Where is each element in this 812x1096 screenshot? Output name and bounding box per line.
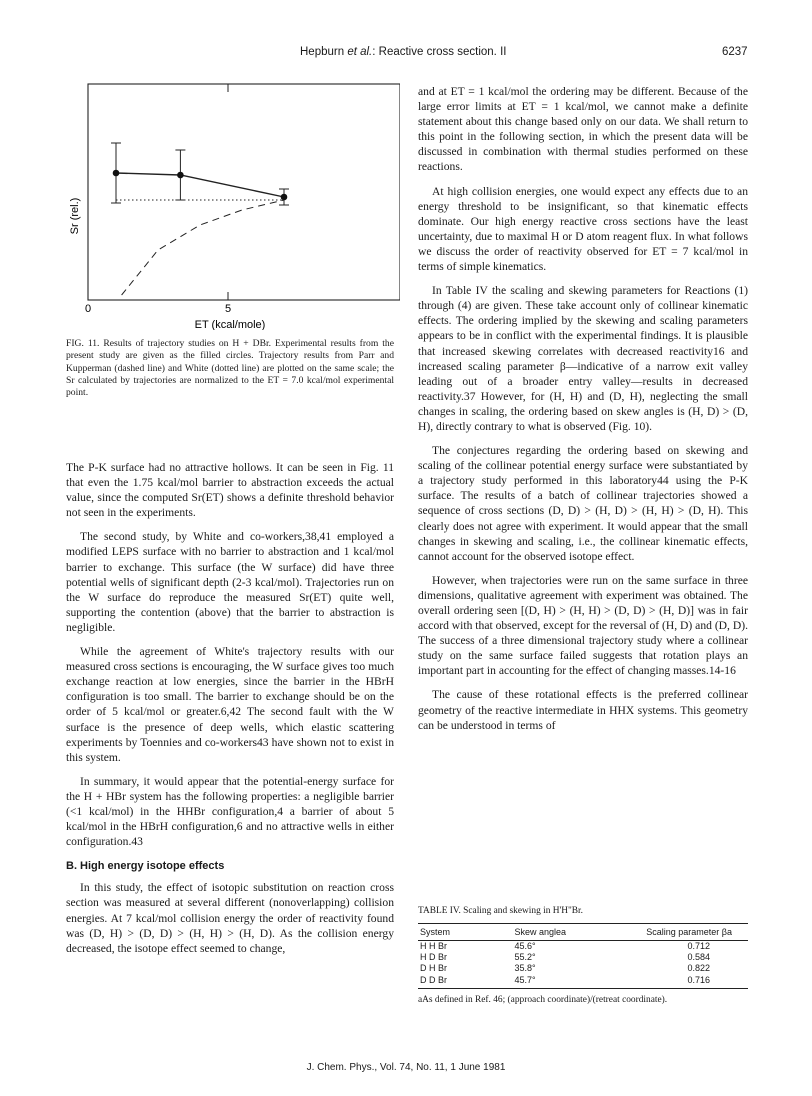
y-axis-label: Sr (rel.) [69,197,81,235]
paragraph: The cause of these rotational effects is the preferred collinear geometry of the reactive intermediate in HHX systems. This geometry can be understood in terms of [418,688,748,732]
table-cell: 35.8° [514,963,536,974]
x-tick-label-0: 0 [84,303,92,315]
paragraph: In summary, it would appear that the potential-energy surface for the H + HBr system has the following properties: a negligible barrier (<1 kcal/mol) in the HHBr configuration,4 a barrier of about 5 kcal/mol in the HBrH configuration,6 and no attractive wells in either configuration.43 [66,774,394,849]
paragraph: While the agreement of White's trajectory results with our measured cross sections is encouraging, the W surface gives too much exchange reaction at low energies, since the barrier in the HBrH configuration is too small. The barrier to exchange should be on the order of 5 kcal/mol or greater.6,42 The second fault with the W surface is the presence of deep wells, which elastic scattering experiments by Toennies and co-workers43 have shown not to exist in this system. [66,645,394,764]
right-column [418,84,748,742]
table-footnote: aAs defined in Ref. 46; (approach coordinate)/(retreat coordinate). [418,994,668,1005]
paragraph: The second study, by White and co-workers,38,41 employed a modified LEPS surface with no barrier to abstraction and 1 kcal/mol barrier to exchange. This surface (the W surface) did have three potential wells of significant depth (2-3 kcal/mol). Trajectories run on the W surface do reproduce the measured Sr(ET) quite well, supporting the contention (above) that the barrier to abstraction is negligible. [66,530,394,634]
figure-11-plot [60,80,400,330]
paragraph: The conjectures regarding the ordering based on skewing and scaling of the collinear potential energy surface were substantiated by a trajectory study performed in this laboratory44 using the P-K surface. The results of a batch of collinear trajectories showed a sequence of cross sections (D, D) > (H, D) > (H, H) > (D, H). This clearly does not agree with experiment. It would appear that the small changes in skewing and scaling, i.e., the collinear kinematic effects, cannot account for the observed isotope effect. [418,444,748,563]
page-number: 6237 [722,46,748,58]
paragraph: The P-K surface had no attractive hollows. It can be seen in Fig. 11 that even the 1.75 kcal/mol barrier to abstraction exceeds the actual value, since the computed Sr(ET) shows a definite threshold behavior not seen in the experiments. [66,461,394,520]
table-row [418,975,748,989]
table-header: Scaling parameter βa [606,924,748,941]
table-cell: 45.6° [514,941,536,951]
table-row [418,941,748,953]
paragraph: In Table IV the scaling and skewing parameters for Reactions (1) through (4) are given. These take account only of collinear kinematic effects. The ordering implied by the skewing and scaling parameters appears to be in conflict with the experimental findings. It is plausible that increased skewing correlates with decreased reactivity16 and increased scaling parameter β—indicative of a narrow exit valley leading out of a broader entry valley—results in decreased reactivity.37 However, for (H, H) and (D, H), neglecting the small changes in scaling, the ordering based on skew angles is (H, D) > (D, H), directly contrary to what is observed (Fig. 10). [418,284,748,433]
table-cell: 45.7° [465,975,607,989]
table-cell: D H Br [420,963,447,974]
series-line-solid [116,173,284,197]
x-tick-label-5: 5 [224,303,232,315]
table-cell: 0.584 [687,952,710,963]
table-cell: H H Br [420,941,447,951]
table-cell: 55.2° [514,952,536,963]
table-row [418,952,748,963]
table-cell: D D Br [418,975,465,989]
table-header: Skew anglea [465,924,607,941]
figure-11 [60,80,400,330]
table-iv [418,906,748,1006]
plot-frame [88,84,400,300]
series-group [111,143,289,295]
figure-caption: FIG. 11. Results of trajectory studies on H + DBr. Experimental results from the present study are given as the filled circles. Trajectory results from Parr and Kupperman (dashed line) and White (dotted line) are plotted on the same scale; the Sr calculated by trajectories are normalized to the ET = 7.0 kcal/mol experimental point. [66,338,394,399]
table-cell: 0.716 [606,975,748,989]
table-row [418,963,748,974]
x-axis-label: ET (kcal/mole) [194,319,266,330]
data-point [281,194,288,201]
left-column [66,460,394,965]
table-header: System [418,924,465,941]
journal-footer: J. Chem. Phys., Vol. 74, No. 11, 1 June 1981 [306,1062,506,1073]
section-heading: B. High energy isotope effects [66,860,225,873]
series-line-dashed [122,200,284,295]
paragraph: In this study, the effect of isotopic substitution on reaction cross section was measured at several different (nonoverlapping) collision energies. At 7 kcal/mol collision energy the order of reactivity found was (D, H) > (D, D) > (H, H) > (H, D). As the collision energy decreased, the isotope effect seemed to change, [66,881,394,955]
table-title: TABLE IV. Scaling and skewing in H'H"Br. [418,906,583,916]
running-title: Hepburn et al.: Reactive cross section. II [300,46,507,58]
table-cell: 0.712 [687,941,710,951]
table-cell: 0.822 [687,963,710,974]
paragraph: and at ET = 1 kcal/mol the ordering may be different. Because of the large error limits at ET = 1 kcal/mol, we cannot make a definite statement about this change based only on our data. We shall return to this point in the following section, in which the present data will be discussed in combination with thermal studies performed on these reactions. [418,85,748,174]
data-point [113,170,120,177]
data-table [418,923,748,989]
paragraph: However, when trajectories were run on the same surface in three dimensions, qualitative agreement with experiment was obtained. The overall ordering seen [(D, H) > (H, H) > (D, D) > (H, D)] was in fair accord with that observed, except for the reversal of (H, D) and (D, D). The success of a three dimensional trajectory study where a collinear study on the same surface failed suggests that rotation plays an important part in accounting for the effect of changing masses.14-16 [418,573,748,678]
data-point [177,172,184,179]
paragraph: At high collision energies, one would expect any effects due to an energy threshold to be insignificant, so that kinematic effects dominate. Our high energy reactive cross sections have the least uncertainty, due to maximal H or D atom reagent flux. In what follows we discuss the order of reactivity observed for ET = 7 kcal/mol in terms of simple kinematics. [418,184,748,274]
running-header [0,40,812,60]
table-cell: H D Br [420,952,447,963]
